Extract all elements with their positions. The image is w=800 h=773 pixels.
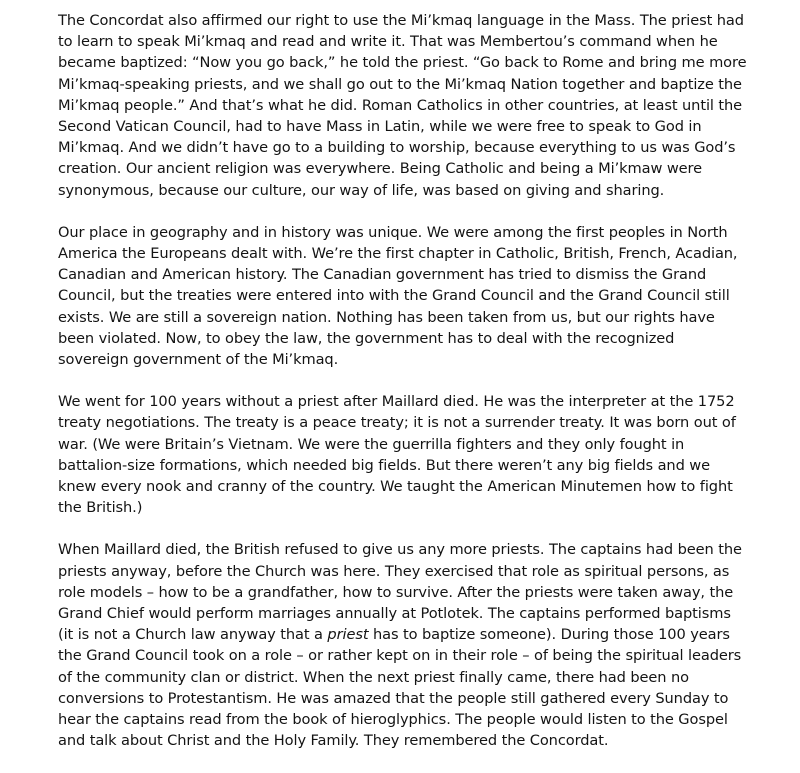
paragraph-text: The Concordat also affirmed our right to use the Mi’kmaq language in the Mass. The priest had to learn to speak Mi’kmaq and read and write it. That was Membertou’s command when he became baptized: “Now you go back,” he told the priest. “Go back to Rome and bring me more Mi’kmaq-speaking priests, and we shall go out to the Mi’kmaq Nation together and baptize the Mi’kmaq people.” And that’s what he did. Roman Catholics in other countries, at least until the Second Vatican Council, had to have Mass in Latin, while we were free to speak to God in Mi’kmaq. And we didn’t have go to a building to worship, because everything to us was God’s creation. Our ancient religion was everywhere. Being Catholic and being a Mi’kmaw were synonymous, because our culture, our way of life, was based on giving and sharing. [58, 12, 747, 199]
document-body [58, 10, 748, 773]
paragraph-geography-history [58, 222, 748, 370]
paragraph-text: When Maillard died, the British refused to give us any more priests. The captains had been the priests anyway, before the Church was here. They exercised that role as spiritual persons, as role models – how to be a grandfather, how to survive. After the priests were taken away, the Grand Chief would perform marriages annually at Potlotek. The captains performed baptisms (it is not a Church law anyway that a [58, 541, 742, 644]
paragraph-maillard-treaty [58, 391, 748, 518]
paragraph-text: We went for 100 years without a priest after Maillard died. He was the interpreter at the 1752 treaty negotiations. The treaty is a peace treaty; it is not a surrender treaty. It was born out of war. (We were Britain’s Vietnam. We were the guerrilla fighters and they only fought in battalion-size formations, which needed big fields. But there weren’t any big fields and we knew every nook and cranny of the country. We taught the American Minutemen how to fight the British.) [58, 393, 736, 517]
emphasized-word: priest [327, 626, 369, 644]
paragraph-text: Our place in geography and in history was unique. We were among the first peoples in North America the Europeans dealt with. We’re the first chapter in Catholic, British, French, Acadian, Canadian and American history. The Canadian government has tried to dismiss the Grand Council, but the treaties were entered into with the Grand Council and the Grand Council still exists. We are still a sovereign nation. Nothing has been taken from us, but our rights have been violated. Now, to obey the law, the government has to deal with the recognized sovereign government of the Mi’kmaq. [58, 223, 738, 369]
paragraph-captains-priests [58, 539, 748, 751]
paragraph-concordat-language [58, 10, 748, 201]
paragraph-text: has to baptize someone). During those 100 years the Grand Council took on a role – or rather kept on in their role – of being the spiritual leaders of the community clan or district. When the next priest finally came, there had been no conversions to Protestantism. He was amazed that the people still gathered every Sunday to hear the captains read from the book of hieroglyphics. The people would listen to the Gospel and talk about Christ and the Holy Family. They remembered the Concordat. [58, 626, 742, 750]
